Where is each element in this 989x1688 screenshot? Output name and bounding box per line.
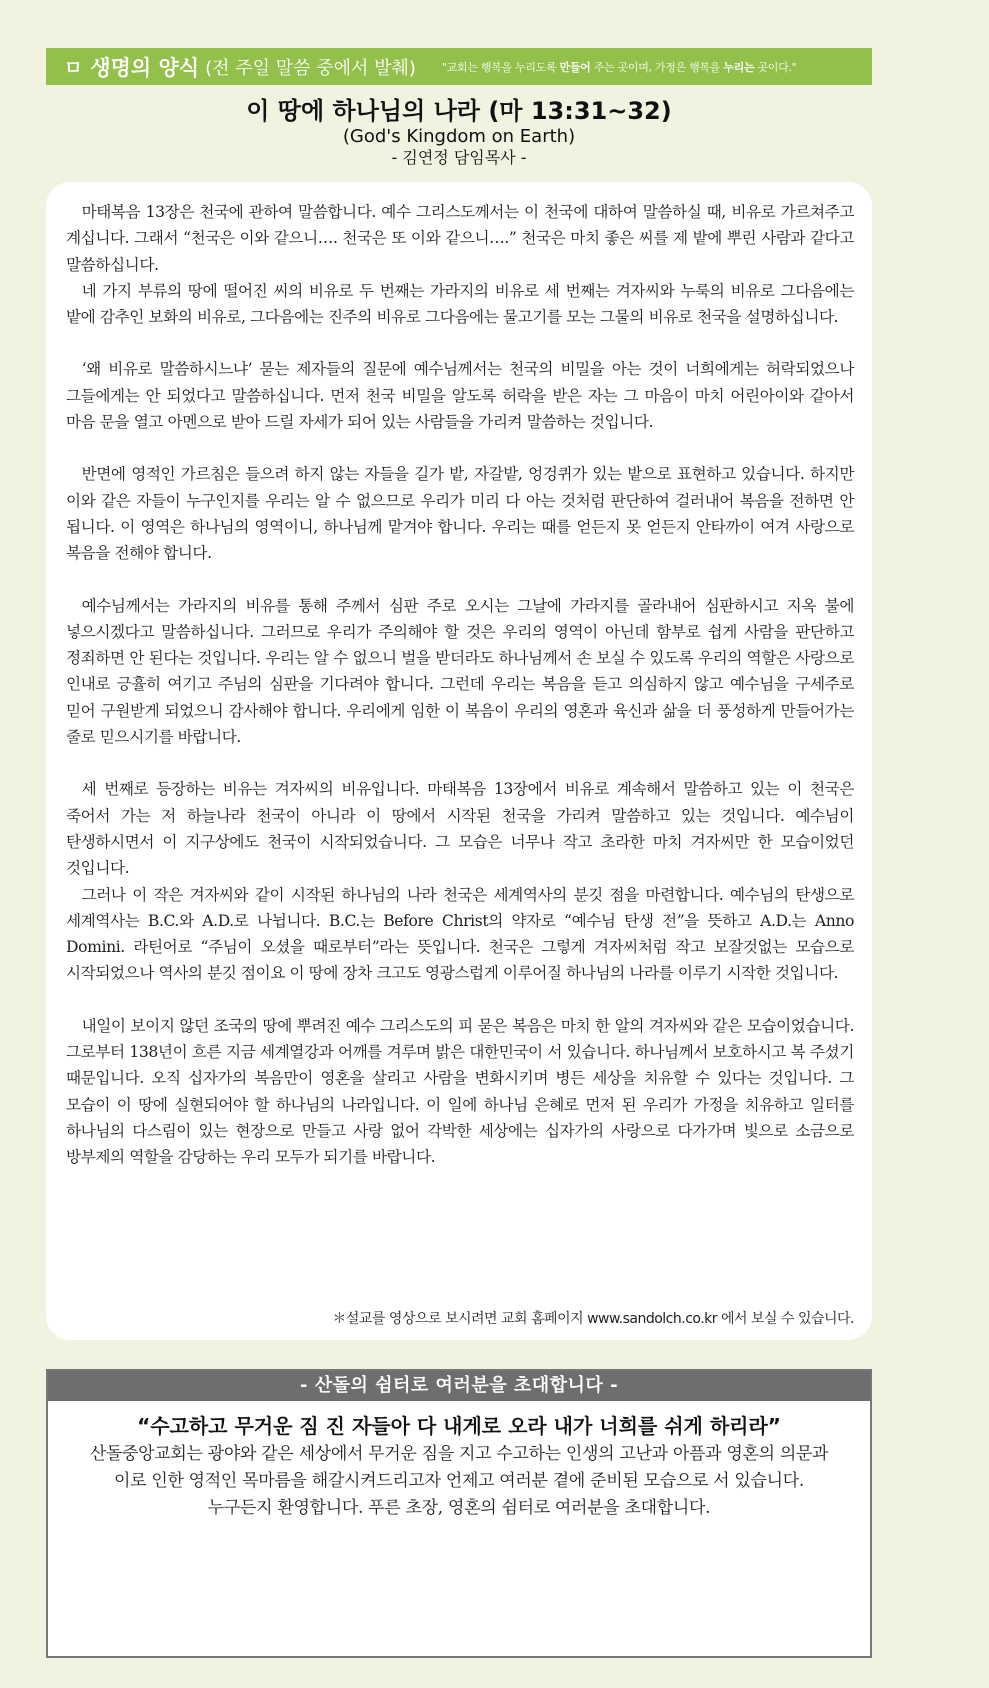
sermon-paragraph: 네 가지 부류의 땅에 떨어진 씨의 비유로 두 번째는 가라지의 비유로 세 번째는 겨자씨와 누룩의 비유로 그다음에는 밭에 감추인 보화의 비유로, 그다음에는 진주의 비유로 그다음에는 물고기를 모는 그물의 비유로 천국을 설명하십니다.	[66, 281, 854, 327]
sermon-paragraph: 예수님께서는 가라지의 비유를 통해 주께서 심판 주로 오시는 그날에 가라지를 골라내어 심판하시고 지옥 불에 넣으시겠다고 말씀하십니다. 그러므로 우리가 주의해야 할 것은 우리의 영역이 아닌데 함부로 쉽게 사람을 판단하고 정죄하면 안 된다는 것입니다. 우리는 알 수 없으니 벌을 받더라도 하나님께서 손 보실 수 있도록 우리의 역할은 사랑으로 인내로 긍휼히 여기고 주님의 심판을 기다려야 합니다. 그런데 우리는 복음을 듣고 의심하지 않고 예수님을 구세주로 믿어 구원받게 되었으니 감사해야 합니다. 우리에게 임한 이 복음이 우리의 영혼과 육신과 삶을 더 풍성하게 만들어가는 줄로 믿으시기를 바랍니다.	[66, 596, 854, 747]
sermon-author: - 김연정 담임목사 -	[391, 148, 527, 167]
sermon-body	[46, 182, 872, 1340]
sermon-paragraph: ‘왜 비유로 말씀하시느냐’ 묻는 제자들의 질문에 예수님께서는 천국의 비밀을 아는 것이 너희에게는 허락되었으나 그들에게는 안 되었다고 말씀하십니다. 먼저 천국 비밀을 알도록 허락을 받은 자는 그 마음이 마치 어린아이와 같아서 마음 문을 열고 아멘으로 받아 드릴 자세가 되어 있는 사람들을 가리켜 말씀하는 것입니다.	[66, 360, 854, 432]
invitation-box	[46, 1369, 872, 1658]
invitation-heading: - 산돌의 쉼터로 여러분을 초대합니다 -	[48, 1371, 870, 1401]
invitation-line: 산돌중앙교회는 광야와 같은 세상에서 무거운 짐을 지고 수고하는 인생의 고난과 아픔과 영혼의 의문과	[89, 1444, 829, 1464]
square-bullet-icon: ㅁ	[64, 57, 83, 79]
invitation-line: 이로 인한 영적인 목마름을 해갈시켜드리고자 언제고 여러분 곁에 준비된 모습으로 서 있습니다.	[113, 1471, 804, 1491]
sermon-heading	[46, 96, 872, 168]
sermon-paragraph: 세 번째로 등장하는 비유는 겨자씨의 비유입니다. 마태복음 13장에서 비유로 계속해서 말씀하고 있는 이 천국은 죽어서 가는 저 하늘나라 천국이 아니라 이 땅에서 시작된 천국을 가리켜 말씀하고 있는 것입니다. 예수님이 탄생하시면서 이 지구상에도 천국이 시작되었습니다. 그 모습은 너무나 작고 초라한 마치 겨자씨만 한 모습이었던 것입니다.	[66, 780, 854, 878]
invitation-text	[48, 1441, 870, 1522]
sermon-paragraph: 내일이 보이지 않던 조국의 땅에 뿌려진 예수 그리스도의 피 묻은 복음은 마치 한 알의 겨자씨와 같은 모습이었습니다. 그로부터 138년이 흐른 지금 세계열강과 어깨를 겨루며 밝은 대한민국이 서 있습니다. 하나님께서 보호하시고 복 주셨기 때문입니다. 오직 십자가의 복음만이 영혼을 살리고 사람을 변화시키며 병든 세상을 치유할 수 있다는 것입니다. 그 모습이 이 땅에 실현되어야 할 하나님의 나라입니다. 이 일에 하나님 은혜로 먼저 된 우리가 가정을 치유하고 일터를 하나님의 다스림이 있는 현장으로 만들고 사랑 없어 각박한 세상에는 십자가의 사랑으로 다가가며 빛으로 소금으로 방부제의 역할을 감당하는 우리 모두가 되기를 바랍니다.	[66, 1016, 854, 1167]
sermon-title: 이 땅에 하나님의 나라 (마 13:31~32)	[246, 97, 672, 125]
invitation-line: 누구든지 환영합니다. 푸른 초장, 영혼의 쉼터로 여러분을 초대합니다.	[207, 1498, 711, 1518]
section-title: 생명의 양식	[90, 55, 200, 80]
section-header	[46, 48, 872, 85]
section-subtitle: (전 주일 말씀 중에서 발췌)	[205, 57, 416, 79]
invitation-quote: “수고하고 무거운 짐 진 자들아 다 내게로 오라 내가 너희를 쉬게 하리라”	[137, 1414, 781, 1438]
video-footnote: ＊설교를 영상으로 보시려면 교회 홈페이지 www.sandolch.co.kr 에서 보실 수 있습니다.	[332, 1311, 854, 1327]
sermon-paragraph: 그러나 이 작은 겨자씨와 같이 시작된 하나님의 나라 천국은 세계역사의 분깃 점을 마련합니다. 예수님의 탄생으로 세계역사는 B.C.와 A.D.로 나뉩니다. B.C.는 Before Christ의 약자로 “예수님 탄생 전”을 뜻하고 A.D.는 Anno Domini. 라틴어로 “주님이 오셨을 때로부터”라는 뜻입니다. 천국은 그렇게 겨자씨처럼 작고 보잘것없는 모습으로 시작되었으나 역사의 분깃 점이요 이 땅에 장차 크고도 영광스럽게 이루어질 하나님의 나라를 이루기 시작한 것입니다.	[66, 885, 854, 983]
sermon-english-title: (God's Kingdom on Earth)	[342, 126, 576, 147]
sermon-paragraph: 반면에 영적인 가르침은 들으려 하지 않는 자들을 길가 밭, 자갈밭, 엉겅퀴가 있는 밭으로 표현하고 있습니다. 하지만 이와 같은 자들이 누구인지를 우리는 알 수 없으므로 우리가 미리 다 아는 것처럼 판단하여 걸러내어 복음을 전하면 안 됩니다. 이 영역은 하나님의 영역이니, 하나님께 맡겨야 합니다. 우리는 때를 얻든지 못 얻든지 안타까이 여겨 사랑으로 복음을 전해야 합니다.	[66, 465, 854, 563]
church-slogan: "교회는 행복을 누리도록 만들어 주는 곳이며, 가정은 행복을 누리는 곳이다."	[441, 60, 797, 74]
sermon-paragraph: 마태복음 13장은 천국에 관하여 말씀합니다. 예수 그리스도께서는 이 천국에 대하여 말씀하실 때, 비유로 가르쳐주고 계십니다. 그래서 “천국은 이와 같으니…. 천국은 또 이와 같으니….” 천국은 마치 좋은 씨를 제 밭에 뿌린 사람과 같다고 말씀하십니다.	[66, 203, 854, 274]
